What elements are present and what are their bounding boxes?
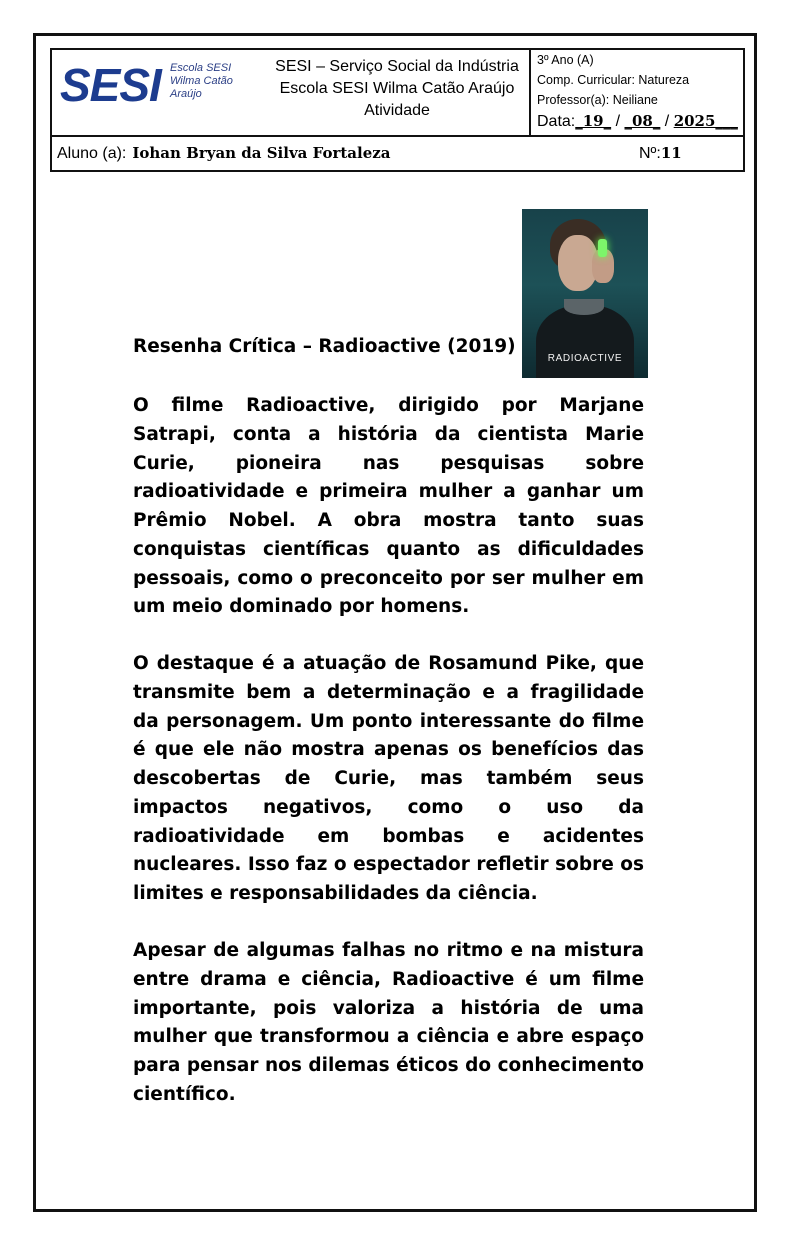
date-day: _19_ <box>575 112 612 130</box>
header-title-line: Atividade <box>364 102 430 119</box>
header-title-line: Escola SESI Wilma Catão Araújo <box>279 80 515 97</box>
sesi-logo <box>52 50 262 135</box>
student-row <box>52 137 743 170</box>
review-paragraph: Apesar de algumas falhas no ritmo e na mistura entre drama e ciência, Radioactive é um filme importante, pois valoriza a história de uma mulher que transformou a ciência e abre espaço para pensar nos dilemas éticos do conhecimento científico. <box>133 940 644 1105</box>
logo-wordmark: SESI <box>60 59 161 111</box>
review-title: Resenha Crítica – Radioactive (2019) <box>133 336 516 357</box>
date-year: 2025___ <box>673 112 738 130</box>
number-value: 11 <box>660 144 682 162</box>
poster-figure-dress <box>536 305 634 378</box>
logo-subtitle-line: Wilma Catão <box>170 75 233 87</box>
document-header <box>50 48 745 172</box>
student-number <box>639 137 682 170</box>
header-title <box>262 50 532 135</box>
date-label: Data: <box>537 113 576 130</box>
date-separator: / <box>660 113 674 130</box>
student-name: Iohan Bryan da Silva Fortaleza <box>132 144 391 162</box>
header-title-line: SESI – Serviço Social da Indústria <box>275 58 519 75</box>
movie-poster <box>522 209 648 378</box>
logo-subtitle <box>170 62 233 101</box>
date-month: _08_ <box>624 112 661 130</box>
curricular-component: Comp. Curricular: Natureza <box>537 73 690 87</box>
number-label: Nº: <box>639 145 661 162</box>
review-paragraph: O destaque é a atuação de Rosamund Pike, que transmite bem a determinação e a fragilidade da personagem. Um ponto interessante do filme é que ele não mostra apenas os benefícios das descobertas de Curie, mas também seus impactos negativos, como o uso da radioatividade em bombas e acidentes nucleares. Isso faz o espectador refletir sobre os limites e responsabilidades da ciência. <box>133 653 644 904</box>
logo-subtitle-line: Araújo <box>170 88 202 100</box>
date-separator: / <box>611 113 625 130</box>
glowing-vial-icon <box>598 239 607 257</box>
grade: 3º Ano (A) <box>537 53 594 67</box>
logo-subtitle-line: Escola SESI <box>170 62 232 74</box>
header-top-row <box>52 50 743 137</box>
poster-title: RADIOACTIVE <box>547 353 623 364</box>
poster-figure-collar <box>564 299 604 315</box>
class-info <box>529 50 743 135</box>
review-paragraph: O filme Radioactive, dirigido por Marjane Satrapi, conta a história da cientista Marie Curie, pioneira nas pesquisas sobre radioatividade e primeira mulher a ganhar um Prêmio Nobel. A obra mostra tanto suas conquistas científicas quanto as dificuldades pessoais, como o preconceito por ser mulher em um meio dominado por homens. <box>133 395 644 618</box>
teacher: Professor(a): Neiliane <box>537 93 658 107</box>
date-field <box>537 110 743 132</box>
student-label: Aluno (a): <box>57 145 127 162</box>
